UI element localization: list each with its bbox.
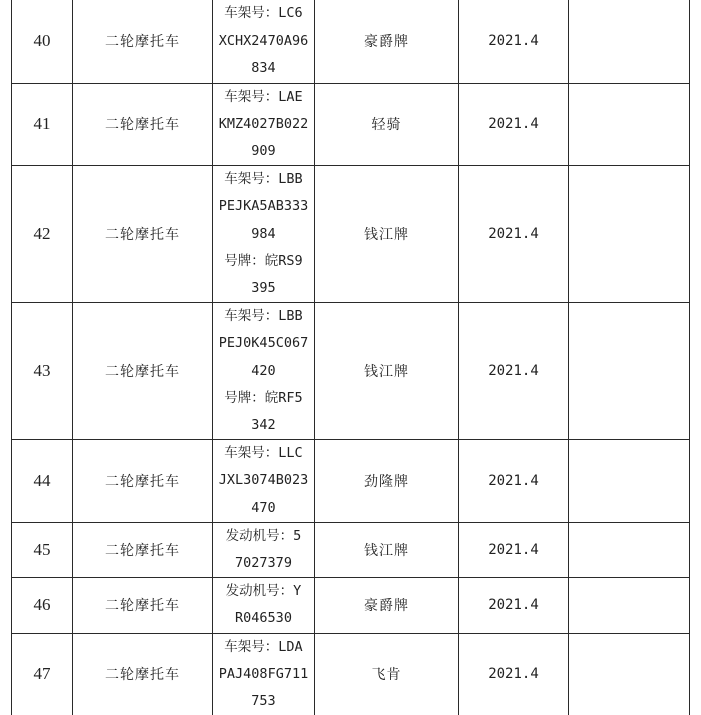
date-cell: 2021.4	[459, 166, 569, 303]
identifier-line: 发动机号：5	[225, 527, 302, 544]
table-row	[12, 83, 690, 166]
date-cell: 2021.4	[459, 303, 569, 440]
identifier-line: 7027379	[235, 554, 292, 571]
identifier-line: 420	[251, 362, 276, 379]
identifier-line: 车架号：LAE	[224, 88, 303, 105]
identifier-line: 470	[251, 499, 276, 516]
table-row	[12, 440, 690, 523]
table-row	[12, 0, 690, 83]
row-number: 43	[12, 303, 73, 440]
identifier-line: XCHX2470A96	[218, 32, 309, 49]
note-cell	[569, 440, 690, 523]
identifier-line: JXL3074B023	[218, 472, 309, 489]
vehicle-brand: 豪爵牌	[315, 578, 459, 633]
table-row	[12, 578, 690, 633]
vehicle-identifier	[213, 166, 315, 303]
identifier-line: PEJKA5AB333	[218, 198, 309, 215]
vehicle-table	[11, 0, 690, 715]
vehicle-identifier	[213, 440, 315, 523]
vehicle-type: 二轮摩托车	[73, 166, 213, 303]
note-cell	[569, 0, 690, 83]
vehicle-identifier	[213, 578, 315, 633]
table-row	[12, 522, 690, 577]
vehicle-identifier	[213, 633, 315, 715]
identifier-line: KMZ4027B022	[218, 115, 309, 132]
vehicle-type: 二轮摩托车	[73, 83, 213, 166]
vehicle-type: 二轮摩托车	[73, 633, 213, 715]
identifier-line: PAJ408FG711	[218, 665, 309, 682]
note-cell	[569, 633, 690, 715]
identifier-line: 车架号：LDA	[224, 638, 303, 655]
identifier-line: 号牌：皖RS9	[224, 252, 303, 269]
vehicle-identifier	[213, 303, 315, 440]
note-cell	[569, 522, 690, 577]
table-row	[12, 633, 690, 715]
note-cell	[569, 303, 690, 440]
vehicle-type: 二轮摩托车	[73, 0, 213, 83]
vehicle-type: 二轮摩托车	[73, 522, 213, 577]
table-row	[12, 166, 690, 303]
note-cell	[569, 166, 690, 303]
date-cell: 2021.4	[459, 633, 569, 715]
vehicle-type: 二轮摩托车	[73, 578, 213, 633]
row-number: 46	[12, 578, 73, 633]
date-cell: 2021.4	[459, 522, 569, 577]
identifier-line: 车架号：LBB	[224, 308, 303, 325]
vehicle-brand: 豪爵牌	[315, 0, 459, 83]
row-number: 41	[12, 83, 73, 166]
row-number: 42	[12, 166, 73, 303]
table-row	[12, 303, 690, 440]
identifier-line: 车架号：LBB	[224, 171, 303, 188]
row-number: 47	[12, 633, 73, 715]
identifier-line: 395	[251, 279, 276, 296]
row-number: 45	[12, 522, 73, 577]
row-number: 40	[12, 0, 73, 83]
vehicle-brand: 钱江牌	[315, 166, 459, 303]
identifier-line: 号牌：皖RF5	[224, 389, 303, 406]
identifier-line: 984	[251, 225, 276, 242]
vehicle-brand: 钱江牌	[315, 303, 459, 440]
vehicle-brand: 劲隆牌	[315, 440, 459, 523]
date-cell: 2021.4	[459, 0, 569, 83]
date-cell: 2021.4	[459, 578, 569, 633]
vehicle-type: 二轮摩托车	[73, 303, 213, 440]
identifier-line: 车架号：LC6	[224, 5, 303, 22]
date-cell: 2021.4	[459, 83, 569, 166]
identifier-line: 834	[251, 59, 276, 76]
identifier-line: 车架号：LLC	[224, 445, 303, 462]
vehicle-identifier	[213, 522, 315, 577]
identifier-line: PEJ0K45C067	[218, 335, 309, 352]
identifier-line: 342	[251, 416, 276, 433]
vehicle-table-body	[12, 0, 690, 715]
row-number: 44	[12, 440, 73, 523]
vehicle-brand: 轻骑	[315, 83, 459, 166]
vehicle-type: 二轮摩托车	[73, 440, 213, 523]
identifier-line: 909	[251, 142, 276, 159]
note-cell	[569, 83, 690, 166]
vehicle-identifier	[213, 83, 315, 166]
vehicle-identifier	[213, 0, 315, 83]
date-cell: 2021.4	[459, 440, 569, 523]
note-cell	[569, 578, 690, 633]
vehicle-brand: 飞肯	[315, 633, 459, 715]
identifier-line: 753	[251, 692, 276, 709]
identifier-line: 发动机号：Y	[225, 583, 302, 600]
identifier-line: R046530	[235, 610, 292, 627]
vehicle-brand: 钱江牌	[315, 522, 459, 577]
